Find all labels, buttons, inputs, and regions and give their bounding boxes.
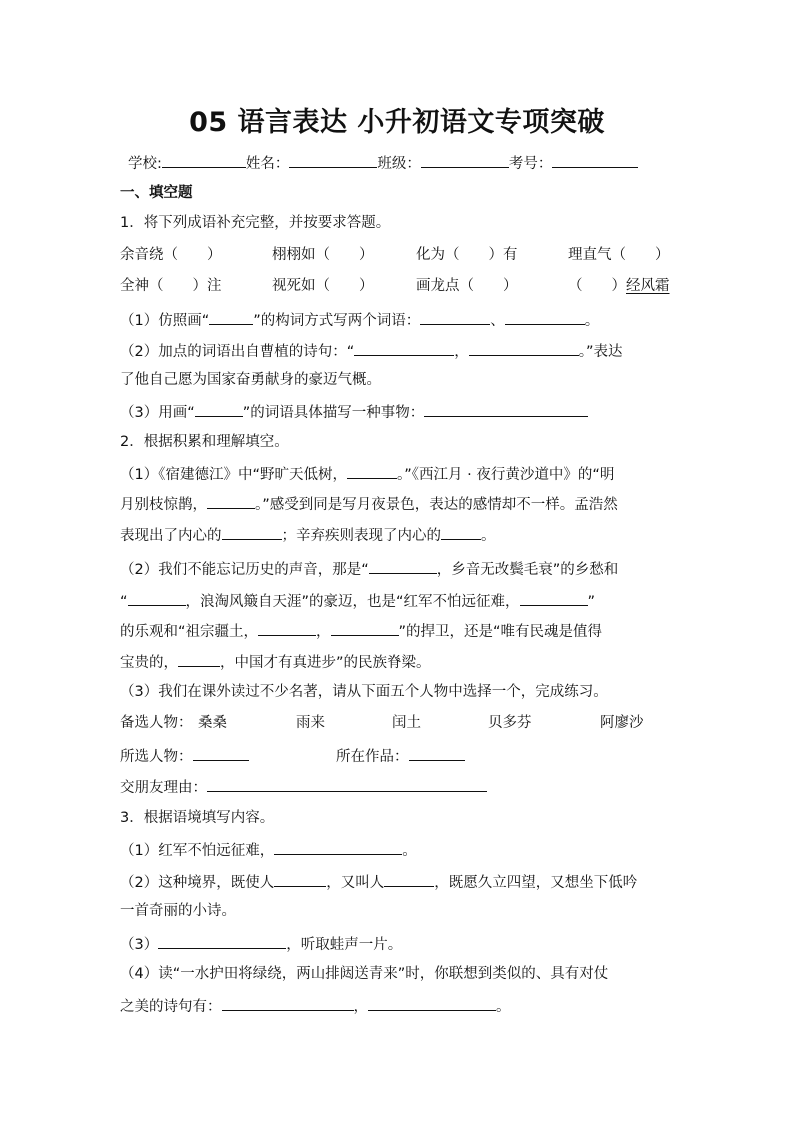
q2-sub-3: （3）我们在课外读过不少名著，请从下面五个人物中选择一个，完成练习。 <box>120 684 608 700</box>
student-info-line <box>128 152 638 174</box>
q3-sub-1-blank[interactable] <box>274 839 402 855</box>
q3-sub-1-text: （1）红军不怕远征难， <box>120 843 275 859</box>
q1-sub-2 <box>120 340 623 362</box>
exam-no-blank[interactable] <box>552 152 638 168</box>
q1-sub-2-text: 。”表达 <box>578 344 623 360</box>
q2-sub-2-text: 宝贵的， <box>120 655 178 671</box>
q1-sub-1-text: ”的构词方式写两个词语： <box>253 313 421 329</box>
q2-sub-2-text: （2）我们不能忘记历史的声音，那是“ <box>120 562 369 578</box>
name-label: 姓名： <box>245 156 290 172</box>
school-label: 学校: <box>128 156 162 172</box>
q1-sub-1-quote-blank <box>209 309 253 325</box>
q2-sub-2-line4 <box>120 651 431 673</box>
q1-sub-1-blank-b[interactable] <box>505 309 585 325</box>
q2-sub-2-text: 的乐观和“祖宗疆土， <box>120 624 259 640</box>
q3-sub-2-blank-b[interactable] <box>384 871 434 887</box>
work-title-label: 所在作品： <box>336 749 409 765</box>
class-label: 班级： <box>377 156 421 172</box>
q1-sub-3-text: （3）用画“ <box>120 405 195 421</box>
q3-sub-2-line2: 一首奇丽的小诗。 <box>120 903 236 919</box>
q2-sub-1-text: 。 <box>481 528 496 544</box>
q3-sub-3 <box>120 933 402 955</box>
q3-sub-1 <box>120 839 417 861</box>
q2-sub-2-blank-d[interactable] <box>258 620 316 636</box>
reason-blank[interactable] <box>207 776 487 792</box>
q3-sub-2-text: ，又叫人 <box>326 875 385 891</box>
reason-label: 交朋友理由： <box>120 780 207 796</box>
chosen-person-blank[interactable] <box>193 745 249 761</box>
q2-sub-2-blank-e[interactable] <box>331 620 399 636</box>
q2-sub-1-text: 。”感受到同是写月夜景色，表达的感情却不一样。孟浩然 <box>255 497 618 513</box>
question-1-stem: 1．将下列成语补充完整，并按要求答题。 <box>120 215 391 231</box>
q1-sub-2-blank-a[interactable] <box>354 340 454 356</box>
q3-sub-2-text: （2）这种境界，既使人 <box>120 875 275 891</box>
question-3-stem: 3．根据语境填写内容。 <box>120 810 275 826</box>
candidates-label: 备选人物： <box>120 715 193 731</box>
idiom-item: 全神（ ）注 <box>120 278 222 294</box>
page-title: 05 语言表达 小升初语文专项突破 <box>189 107 605 138</box>
work-title-field <box>336 745 465 767</box>
candidate-name: 桑桑 <box>198 715 227 731</box>
q2-sub-1-text: （1）《宿建德江》中“野旷天低树， <box>120 467 347 483</box>
q2-sub-2-text: ”的捍卫，还是“唯有民魂是值得 <box>398 624 603 640</box>
q2-sub-1-text: 表现出了内心的 <box>120 528 222 544</box>
q2-sub-2-line3 <box>120 620 602 642</box>
q3-sub-3-blank[interactable] <box>158 933 286 949</box>
idiom-underlined-text: 经风霜 <box>626 278 670 294</box>
q3-sub-2-blank-a[interactable] <box>274 871 326 887</box>
idiom-item: 画龙点（ ） <box>416 278 518 294</box>
q2-sub-2-line2 <box>120 590 595 612</box>
q2-sub-1-line3 <box>120 524 496 546</box>
exam-no-label: 考号： <box>508 156 553 172</box>
reason-field <box>120 776 487 798</box>
q2-sub-1-line1 <box>120 463 614 485</box>
class-blank[interactable] <box>421 152 509 168</box>
idiom-item: 理直气（ ） <box>568 247 670 263</box>
school-blank[interactable] <box>162 152 246 168</box>
q2-sub-1-blank-c[interactable] <box>222 524 282 540</box>
question-2-stem: 2．根据积累和理解填空。 <box>120 434 289 450</box>
q1-sub-3-blank[interactable] <box>424 401 588 417</box>
q3-sub-4-text: 。 <box>496 999 511 1015</box>
q1-sub-2-text: （2）加点的词语出自曹植的诗句：“ <box>120 344 355 360</box>
q1-sub-3-text: ”的词语具体描写一种事物： <box>242 405 425 421</box>
q2-sub-2-text: ，浪淘风簸自天涯”的豪迈，也是“红军不怕远征难， <box>185 594 520 610</box>
q1-sub-1-blank-a[interactable] <box>420 309 490 325</box>
q2-sub-2-text: ，中国才有真进步”的民族脊梁。 <box>220 655 431 671</box>
candidate-name: 雨来 <box>296 715 325 731</box>
q2-sub-1-line2 <box>120 493 618 515</box>
q1-sub-2-text: ， <box>454 344 469 360</box>
q1-sub-3-quote-blank <box>195 401 243 417</box>
q2-sub-2-blank-f[interactable] <box>178 651 220 667</box>
section-heading: 一、填空题 <box>120 185 193 201</box>
chosen-person-label: 所选人物： <box>120 749 193 765</box>
q3-sub-4-text: 之美的诗句有： <box>120 999 222 1015</box>
candidate-name: 阿廖沙 <box>600 715 644 731</box>
q3-sub-4-line2 <box>120 995 511 1017</box>
q2-sub-1-blank-d[interactable] <box>441 524 481 540</box>
work-title-blank[interactable] <box>409 745 465 761</box>
idiom-item: 化为（ ）有 <box>416 247 518 263</box>
q2-sub-1-text: 月别枝惊鹊， <box>120 497 207 513</box>
chosen-person-field <box>120 745 249 767</box>
q2-sub-2-text: ，乡音无改鬓毛衰”的乡愁和 <box>436 562 619 578</box>
q2-sub-2-blank-c[interactable] <box>520 590 588 606</box>
q1-sub-2-cont: 了他自己愿为国家奋勇献身的豪迈气概。 <box>120 372 381 388</box>
name-blank[interactable] <box>289 152 377 168</box>
q2-sub-2-text: “ <box>120 594 128 610</box>
idiom-item: 视死如（ ） <box>272 278 374 294</box>
q3-sub-4-line1: （4）读“一水护田将绿绕，两山排闼送青来”时，你联想到类似的、具有对仗 <box>120 966 609 982</box>
q3-sub-4-blank-a[interactable] <box>222 995 354 1011</box>
q1-sub-3 <box>120 401 588 423</box>
q2-sub-2-text: ， <box>316 624 331 640</box>
q2-sub-2-blank-a[interactable] <box>369 558 437 574</box>
candidate-name: 闰土 <box>392 715 421 731</box>
q2-sub-1-blank-b[interactable] <box>207 493 255 509</box>
q1-sub-2-blank-b[interactable] <box>469 340 579 356</box>
candidate-name: 贝多芬 <box>488 715 532 731</box>
q3-sub-4-text: ， <box>353 999 368 1015</box>
idiom-item: 栩栩如（ ） <box>272 247 374 263</box>
q1-sub-1 <box>120 309 599 331</box>
idiom-item-last <box>568 276 670 296</box>
q3-sub-1-text: 。 <box>402 843 417 859</box>
q2-sub-2-text: ” <box>587 594 596 610</box>
q3-sub-2-text: ，既愿久立四望，又想坐下低吟 <box>434 875 638 891</box>
q2-sub-1-text: 。”《西江月 · 夜行黄沙道中》的“明 <box>397 467 615 483</box>
q2-sub-2-line1 <box>120 558 618 580</box>
q1-sub-1-text: 、 <box>490 313 505 329</box>
idiom-item: 余音绕（ ） <box>120 247 222 263</box>
q3-sub-2-line1 <box>120 871 637 893</box>
q1-sub-1-text: 。 <box>584 313 600 329</box>
q3-sub-3-text: ，听取蛙声一片。 <box>286 937 403 953</box>
idiom-paren: （ ） <box>568 278 626 294</box>
q2-sub-2-blank-b[interactable] <box>128 590 186 606</box>
q3-sub-4-blank-b[interactable] <box>368 995 496 1011</box>
q1-sub-1-text: （1）仿照画“ <box>120 313 210 329</box>
q2-sub-1-blank-a[interactable] <box>347 463 397 479</box>
q3-sub-3-text: （3） <box>120 937 159 953</box>
q2-sub-1-text: ；辛弃疾则表现了内心的 <box>281 528 441 544</box>
